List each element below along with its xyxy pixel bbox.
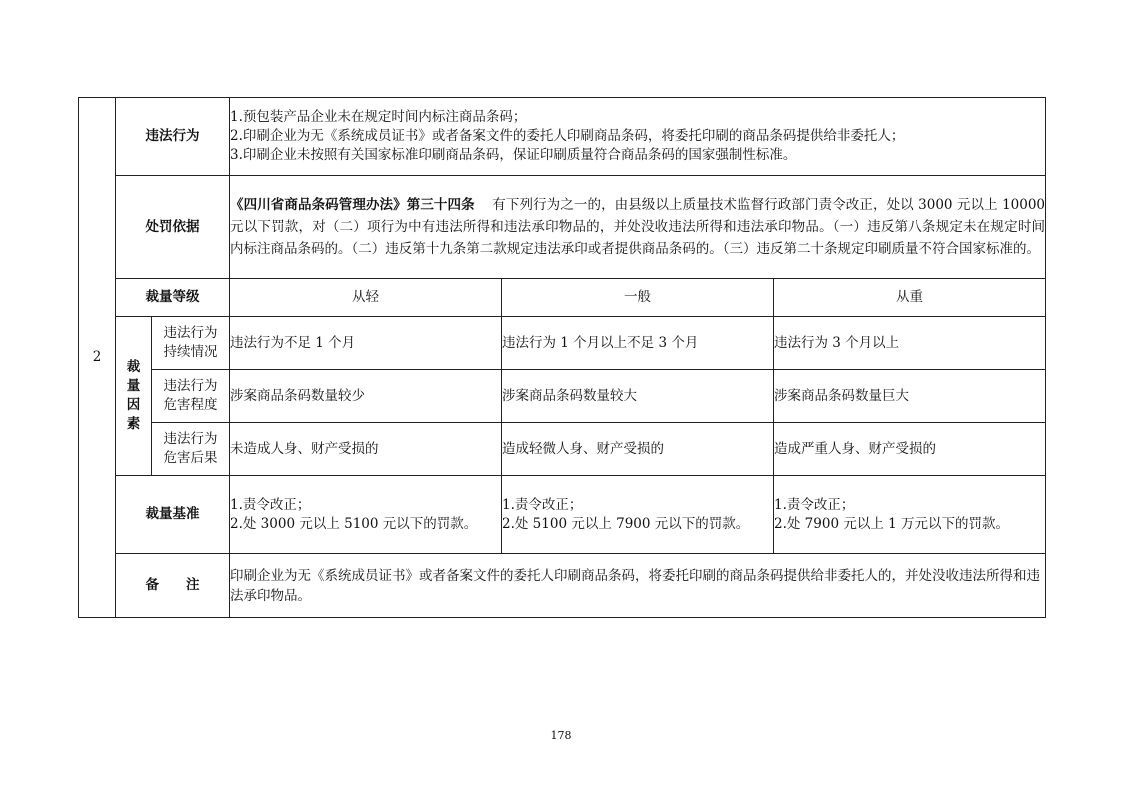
standard-cell bbox=[502, 476, 774, 554]
violation-row bbox=[79, 98, 1046, 176]
standard-line: 1.责令改正； bbox=[774, 496, 855, 513]
violation-text bbox=[230, 98, 1046, 176]
violation-item: 3.印刷企业未按照有关国家标准印刷商品条码，保证印刷质量符合商品条码的国家强制性标准。 bbox=[230, 147, 797, 163]
factor-name-line: 危害程度 bbox=[163, 397, 218, 413]
remark-text: 印刷企业为无《系统成员证书》或者备案文件的委托人印刷商品条码，将委托印刷的商品条码提供给非委托人的，并处没收违法所得和违法承印物品。 bbox=[230, 554, 1046, 618]
standard-cell bbox=[230, 476, 502, 554]
factor-name-line: 危害后果 bbox=[163, 450, 218, 466]
standard-line: 2.处 5100 元以上 7900 元以下的罚款。 bbox=[502, 515, 750, 532]
factor-name bbox=[152, 423, 230, 476]
penalty-standard-table bbox=[78, 97, 1046, 618]
page-number: 178 bbox=[550, 729, 572, 742]
standard-label: 裁量基准 bbox=[116, 476, 230, 554]
factor-value: 违法行为 1 个月以上不足 3 个月 bbox=[502, 317, 774, 370]
standard-line: 2.处 3000 元以上 5100 元以下的罚款。 bbox=[230, 515, 478, 532]
basis-label: 处罚依据 bbox=[116, 176, 230, 279]
standard-line: 1.责令改正； bbox=[502, 496, 583, 513]
factor-row bbox=[79, 370, 1046, 423]
factor-name bbox=[152, 370, 230, 423]
violation-label: 违法行为 bbox=[116, 98, 230, 176]
factor-value: 违法行为不足 1 个月 bbox=[230, 317, 502, 370]
standard-line: 2.处 7900 元以上 1 万元以下的罚款。 bbox=[774, 515, 1009, 532]
factor-value: 未造成人身、财产受损的 bbox=[230, 423, 502, 476]
factor-label-char: 素 bbox=[126, 416, 141, 432]
grade-normal: 一般 bbox=[502, 279, 774, 317]
remark-label: 备 注 bbox=[116, 554, 230, 618]
remark-row bbox=[79, 554, 1046, 618]
law-title: 《四川省商品条码管理办法》第三十四条 bbox=[230, 197, 475, 213]
factor-value: 涉案商品条码数量巨大 bbox=[774, 370, 1046, 423]
basis-body: 有下列行为之一的，由县级以上质量技术监督行政部门责令改正，处以 3000 元以上 10000 元以下罚款，对（二）项行为中有违法所得和违法承印物品的，并处没收违法所得和违法承印物品。（一）违反第八条规定未在规定时间内标注商品条码的。（二）违反第十九条第二款规定违法承印或者提供商品条码的。（三）违反第二十条规定印刷质量不符合国家标准的。 bbox=[230, 197, 1046, 257]
row-number: 2 bbox=[79, 98, 116, 618]
factor-group-label bbox=[116, 317, 152, 476]
factor-label-char: 量 bbox=[126, 378, 141, 394]
grade-row bbox=[79, 279, 1046, 317]
factor-name bbox=[152, 317, 230, 370]
factor-name-line: 违法行为 bbox=[163, 325, 218, 341]
factor-value: 涉案商品条码数量较大 bbox=[502, 370, 774, 423]
factor-label-char: 裁 bbox=[126, 359, 141, 375]
factor-name-line: 违法行为 bbox=[163, 378, 218, 394]
basis-row bbox=[79, 176, 1046, 279]
factor-value: 涉案商品条码数量较少 bbox=[230, 370, 502, 423]
factor-value: 造成严重人身、财产受损的 bbox=[774, 423, 1046, 476]
factor-name-line: 持续情况 bbox=[163, 344, 218, 360]
factor-value: 违法行为 3 个月以上 bbox=[774, 317, 1046, 370]
grade-light: 从轻 bbox=[230, 279, 502, 317]
standard-line: 1.责令改正； bbox=[230, 496, 311, 513]
factor-label-char: 因 bbox=[126, 397, 141, 413]
grade-label: 裁量等级 bbox=[116, 279, 230, 317]
grade-heavy: 从重 bbox=[774, 279, 1046, 317]
violation-item: 1.预包装产品企业未在规定时间内标注商品条码； bbox=[230, 109, 527, 125]
factor-row bbox=[79, 317, 1046, 370]
factor-row bbox=[79, 423, 1046, 476]
factor-name-line: 违法行为 bbox=[163, 431, 218, 447]
standard-row bbox=[79, 476, 1046, 554]
violation-item: 2.印刷企业为无《系统成员证书》或者备案文件的委托人印刷商品条码，将委托印刷的商品条码提供给非委托人； bbox=[230, 128, 905, 144]
basis-text bbox=[230, 176, 1046, 279]
standard-cell bbox=[774, 476, 1046, 554]
factor-value: 造成轻微人身、财产受损的 bbox=[502, 423, 774, 476]
